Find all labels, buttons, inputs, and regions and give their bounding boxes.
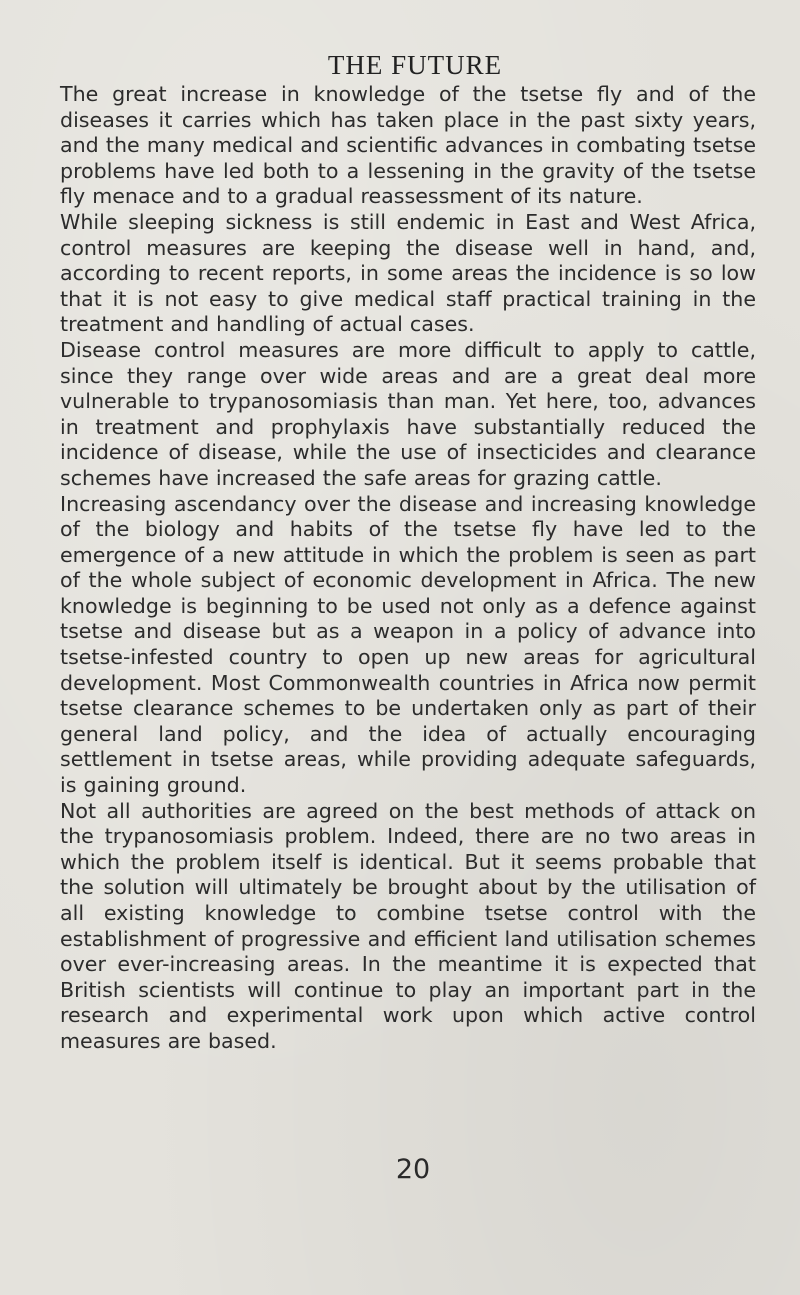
- document-page: [60, 48, 756, 1278]
- page-title: THE FUTURE: [327, 50, 503, 80]
- paragraph-5: Not all authorities are agreed on the best methods of attack on the trypanosomiasis problem. Indeed, there are no two areas in which the problem itself is identical. But it seems probable that the solution will ultimately be brought about by the utilisation of all existing knowledge to combine tsetse control with the establishment of progressive and efficient land utilisation schemes over ever-increasing areas. In the meantime it is expected that British scientists will continue to play an important part in the research and experimental work upon which active control measures are based.: [60, 798, 756, 1053]
- body-text: [60, 82, 756, 1055]
- page-number: 20: [395, 1154, 431, 1185]
- paragraph-1: The great increase in knowledge of the tsetse fly and of the diseases it carries which has taken place in the past sixty years, and the many medical and scientific advances in combating tsetse problems have led both to a lessening in the gravity of the tsetse fly menace and to a gradual reassessment of its nature.: [60, 82, 756, 209]
- paragraph-2: While sleeping sickness is still endemic in East and West Africa, control measures are keeping the disease well in hand, and, according to recent reports, in some areas the incidence is so low that it is not easy to give medical staff practical training in the treatment and handling of actual cases.: [60, 209, 756, 337]
- paragraph-4: Increasing ascendancy over the disease and increasing knowledge of the biology and habits of the tsetse fly have led to the emergence of a new attitude in which the problem is seen as part of the whole subject of economic development in Africa. The new knowledge is beginning to be used not only as a defence against tsetse and disease but as a weapon in a policy of advance into tsetse-infested country to open up new areas for agricultural development. Most Commonwealth countries in Africa now permit tsetse clearance schemes to be undertaken only as part of their general land policy, and the idea of actually encouraging settlement in tsetse areas, while providing adequate safeguards, is gaining ground.: [60, 491, 756, 798]
- paragraph-3: Disease control measures are more difficult to apply to cattle, since they range over wide areas and are a great deal more vulnerable to trypanosomiasis than man. Yet here, too, advances in treatment and prophylaxis have substantially reduced the incidence of disease, while the use of insecticides and clearance schemes have increased the safe areas for grazing cattle.: [60, 337, 756, 490]
